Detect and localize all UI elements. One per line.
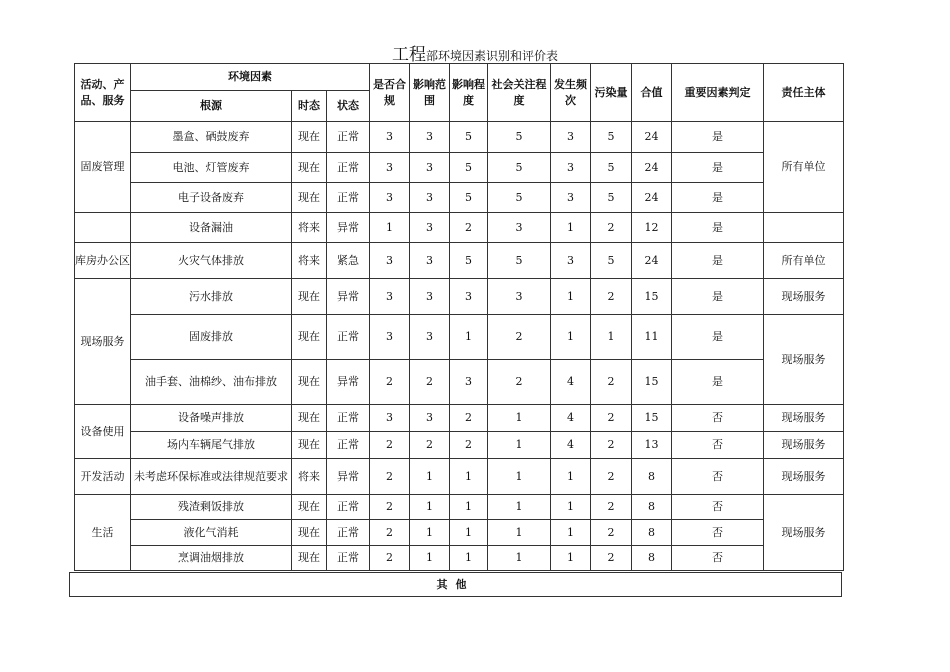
pollution-cell: 2 [591, 279, 632, 315]
scope-cell: 3 [410, 243, 450, 279]
pollution-cell: 2 [591, 213, 632, 243]
total-cell: 11 [632, 315, 672, 360]
table-row [75, 546, 844, 571]
total-cell: 8 [632, 495, 672, 520]
header-env-factor: 环境因素 [131, 64, 370, 91]
important-cell: 否 [672, 432, 764, 459]
pollution-cell: 2 [591, 405, 632, 432]
frequency-cell: 1 [551, 279, 591, 315]
frequency-cell: 3 [551, 243, 591, 279]
important-cell: 否 [672, 520, 764, 546]
table-row [75, 405, 844, 432]
frequency-cell: 3 [551, 153, 591, 183]
source-cell: 电子设备废弃 [131, 183, 292, 213]
table-row [75, 183, 844, 213]
social-cell: 1 [488, 495, 551, 520]
tense-cell: 现在 [292, 122, 327, 153]
compliance-cell: 3 [370, 243, 410, 279]
responsible-cell: 所有单位 [764, 243, 844, 279]
state-cell: 异常 [327, 459, 370, 495]
total-cell: 15 [632, 279, 672, 315]
header-responsible: 责任主体 [764, 64, 844, 122]
title-rest: 部环境因素识别和评价表 [425, 49, 558, 63]
important-cell: 是 [672, 213, 764, 243]
responsible-cell: 所有单位 [764, 122, 844, 213]
responsible-cell: 现场服务 [764, 459, 844, 495]
header-total: 合值 [632, 64, 672, 122]
table-row [75, 279, 844, 315]
total-cell: 24 [632, 183, 672, 213]
degree-cell: 5 [450, 153, 488, 183]
pollution-cell: 5 [591, 122, 632, 153]
social-cell: 3 [488, 279, 551, 315]
pollution-cell: 5 [591, 153, 632, 183]
evaluation-table [74, 63, 844, 571]
frequency-cell: 1 [551, 520, 591, 546]
degree-cell: 3 [450, 360, 488, 405]
scope-cell: 3 [410, 213, 450, 243]
degree-cell: 1 [450, 520, 488, 546]
compliance-cell: 3 [370, 153, 410, 183]
tense-cell: 现在 [292, 315, 327, 360]
scope-cell: 3 [410, 183, 450, 213]
total-cell: 15 [632, 405, 672, 432]
social-cell: 2 [488, 360, 551, 405]
compliance-cell: 3 [370, 405, 410, 432]
header-frequency: 发生频次 [551, 64, 591, 122]
total-cell: 24 [632, 122, 672, 153]
tense-cell: 现在 [292, 432, 327, 459]
degree-cell: 5 [450, 183, 488, 213]
source-cell: 场内车辆尾气排放 [131, 432, 292, 459]
important-cell: 是 [672, 122, 764, 153]
source-cell: 液化气消耗 [131, 520, 292, 546]
scope-cell: 3 [410, 153, 450, 183]
compliance-cell: 2 [370, 459, 410, 495]
header-degree: 影响程度 [450, 64, 488, 122]
important-cell: 是 [672, 153, 764, 183]
important-cell: 是 [672, 315, 764, 360]
frequency-cell: 1 [551, 315, 591, 360]
scope-cell: 1 [410, 459, 450, 495]
pollution-cell: 1 [591, 315, 632, 360]
state-cell: 正常 [327, 315, 370, 360]
table-row [75, 213, 844, 243]
responsible-cell: 现场服务 [764, 432, 844, 459]
scope-cell: 2 [410, 432, 450, 459]
source-cell: 烹调油烟排放 [131, 546, 292, 571]
scope-cell: 1 [410, 520, 450, 546]
scope-cell: 3 [410, 405, 450, 432]
pollution-cell: 2 [591, 520, 632, 546]
activity-cell: 设备使用 [75, 405, 131, 459]
activity-cell: 生活 [75, 495, 131, 571]
table-row [75, 459, 844, 495]
social-cell: 1 [488, 405, 551, 432]
frequency-cell: 3 [551, 122, 591, 153]
degree-cell: 3 [450, 279, 488, 315]
important-cell: 否 [672, 459, 764, 495]
social-cell: 1 [488, 432, 551, 459]
scope-cell: 2 [410, 360, 450, 405]
degree-cell: 1 [450, 495, 488, 520]
state-cell: 正常 [327, 495, 370, 520]
state-cell: 正常 [327, 405, 370, 432]
tense-cell: 现在 [292, 520, 327, 546]
state-cell: 正常 [327, 183, 370, 213]
responsible-cell: 现场服务 [764, 279, 844, 315]
activity-cell: 库房办公区 [75, 243, 131, 279]
important-cell: 是 [672, 360, 764, 405]
important-cell: 否 [672, 405, 764, 432]
pollution-cell: 2 [591, 459, 632, 495]
state-cell: 异常 [327, 279, 370, 315]
tense-cell: 现在 [292, 546, 327, 571]
compliance-cell: 2 [370, 432, 410, 459]
source-cell: 电池、灯管废弃 [131, 153, 292, 183]
compliance-cell: 3 [370, 279, 410, 315]
scope-cell: 1 [410, 546, 450, 571]
table-row [75, 122, 844, 153]
state-cell: 正常 [327, 520, 370, 546]
header-tense: 时态 [292, 91, 327, 122]
state-cell: 正常 [327, 432, 370, 459]
compliance-cell: 2 [370, 520, 410, 546]
header-important: 重要因素判定 [672, 64, 764, 122]
state-cell: 紧急 [327, 243, 370, 279]
total-cell: 24 [632, 243, 672, 279]
responsible-cell-empty [764, 213, 844, 243]
frequency-cell: 4 [551, 360, 591, 405]
total-cell: 8 [632, 546, 672, 571]
activity-cell: 开发活动 [75, 459, 131, 495]
compliance-cell: 1 [370, 213, 410, 243]
compliance-cell: 3 [370, 122, 410, 153]
header-source: 根源 [131, 91, 292, 122]
social-cell: 3 [488, 213, 551, 243]
total-cell: 13 [632, 432, 672, 459]
header-state: 状态 [327, 91, 370, 122]
total-cell: 12 [632, 213, 672, 243]
source-cell: 墨盒、硒鼓废弃 [131, 122, 292, 153]
footer-other: 其他 [69, 572, 842, 597]
compliance-cell: 3 [370, 183, 410, 213]
total-cell: 8 [632, 459, 672, 495]
social-cell: 5 [488, 243, 551, 279]
pollution-cell: 5 [591, 183, 632, 213]
important-cell: 否 [672, 495, 764, 520]
state-cell: 异常 [327, 213, 370, 243]
frequency-cell: 1 [551, 459, 591, 495]
table-row [75, 315, 844, 360]
scope-cell: 1 [410, 495, 450, 520]
important-cell: 是 [672, 243, 764, 279]
scope-cell: 3 [410, 315, 450, 360]
total-cell: 15 [632, 360, 672, 405]
responsible-cell: 现场服务 [764, 405, 844, 432]
activity-cell: 现场服务 [75, 279, 131, 405]
total-cell: 24 [632, 153, 672, 183]
table-row [75, 520, 844, 546]
responsible-cell: 现场服务 [764, 495, 844, 571]
state-cell: 异常 [327, 360, 370, 405]
state-cell: 正常 [327, 153, 370, 183]
frequency-cell: 1 [551, 546, 591, 571]
social-cell: 1 [488, 546, 551, 571]
frequency-cell: 3 [551, 183, 591, 213]
source-cell: 固废排放 [131, 315, 292, 360]
degree-cell: 1 [450, 315, 488, 360]
source-cell: 火灾气体排放 [131, 243, 292, 279]
degree-cell: 2 [450, 432, 488, 459]
source-cell: 油手套、油棉纱、油布排放 [131, 360, 292, 405]
tense-cell: 将来 [292, 213, 327, 243]
header-scope: 影响范围 [410, 64, 450, 122]
total-cell: 8 [632, 520, 672, 546]
header-activity: 活动、产品、服务 [75, 64, 131, 122]
degree-cell: 5 [450, 122, 488, 153]
state-cell: 正常 [327, 546, 370, 571]
tense-cell: 现在 [292, 183, 327, 213]
table-row [75, 360, 844, 405]
source-cell: 设备噪声排放 [131, 405, 292, 432]
degree-cell: 2 [450, 213, 488, 243]
table-row [75, 432, 844, 459]
source-cell: 未考虑环保标准或法律规范要求 [131, 459, 292, 495]
state-cell: 正常 [327, 122, 370, 153]
tense-cell: 现在 [292, 495, 327, 520]
source-cell: 残渣剩饭排放 [131, 495, 292, 520]
title-prefix: 工程 [391, 45, 426, 65]
degree-cell: 1 [450, 459, 488, 495]
pollution-cell: 2 [591, 432, 632, 459]
scope-cell: 3 [410, 122, 450, 153]
frequency-cell: 1 [551, 213, 591, 243]
table-row [75, 153, 844, 183]
header-pollution: 污染量 [591, 64, 632, 122]
tense-cell: 现在 [292, 153, 327, 183]
scope-cell: 3 [410, 279, 450, 315]
pollution-cell: 2 [591, 546, 632, 571]
responsible-cell: 现场服务 [764, 315, 844, 405]
header-compliance: 是否合规 [370, 64, 410, 122]
social-cell: 5 [488, 153, 551, 183]
compliance-cell: 2 [370, 546, 410, 571]
degree-cell: 1 [450, 546, 488, 571]
important-cell: 是 [672, 279, 764, 315]
social-cell: 5 [488, 183, 551, 213]
social-cell: 2 [488, 315, 551, 360]
social-cell: 1 [488, 520, 551, 546]
pollution-cell: 2 [591, 360, 632, 405]
source-cell: 污水排放 [131, 279, 292, 315]
tense-cell: 将来 [292, 459, 327, 495]
tense-cell: 将来 [292, 243, 327, 279]
compliance-cell: 3 [370, 315, 410, 360]
frequency-cell: 4 [551, 405, 591, 432]
degree-cell: 2 [450, 405, 488, 432]
social-cell: 5 [488, 122, 551, 153]
pollution-cell: 2 [591, 495, 632, 520]
compliance-cell: 2 [370, 495, 410, 520]
tense-cell: 现在 [292, 360, 327, 405]
table-row [75, 495, 844, 520]
degree-cell: 5 [450, 243, 488, 279]
social-cell: 1 [488, 459, 551, 495]
header-social: 社会关注程度 [488, 64, 551, 122]
pollution-cell: 5 [591, 243, 632, 279]
important-cell: 否 [672, 546, 764, 571]
tense-cell: 现在 [292, 279, 327, 315]
frequency-cell: 4 [551, 432, 591, 459]
activity-cell: 固废管理 [75, 122, 131, 213]
source-cell: 设备漏油 [131, 213, 292, 243]
important-cell: 是 [672, 183, 764, 213]
tense-cell: 现在 [292, 405, 327, 432]
table-row [75, 243, 844, 279]
activity-cell-empty [75, 213, 131, 243]
frequency-cell: 1 [551, 495, 591, 520]
compliance-cell: 2 [370, 360, 410, 405]
